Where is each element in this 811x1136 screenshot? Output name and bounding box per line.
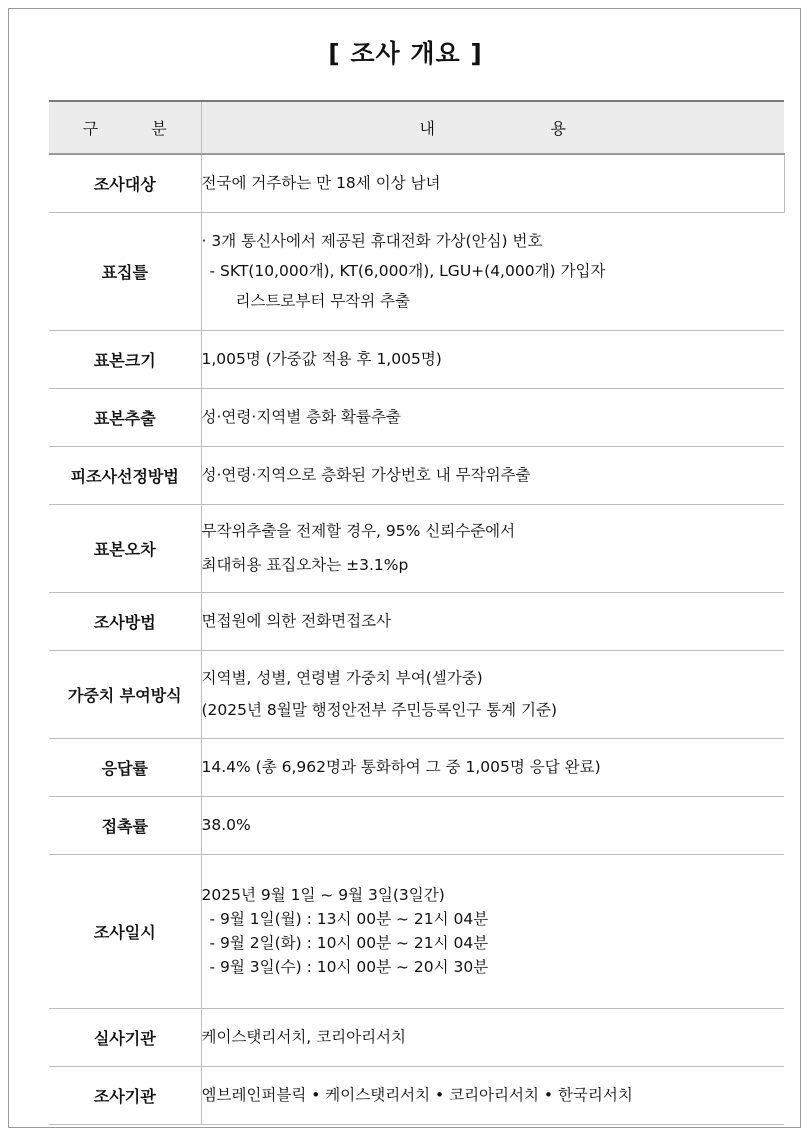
row-value: 성·연령·지역으로 층화된 가상번호 내 무작위추출 xyxy=(201,446,784,504)
row-value: 엠브레인퍼블릭 • 케이스탯리서치 • 코리아리서치 • 한국리서치 xyxy=(201,1066,784,1124)
table-row-sampling-error xyxy=(49,504,784,592)
row-label: 표집틀 xyxy=(49,212,201,330)
row-value: 14.4% (총 6,962명과 통화하여 그 중 1,005명 응답 완료) xyxy=(201,738,784,796)
row-value: 지역별, 성별, 연령별 가중치 부여(셀가중) (2025년 8월말 행정안전부 주민등록인구 통계 기준) xyxy=(201,650,784,738)
table-row-weighting xyxy=(49,650,784,738)
table-row-survey-method xyxy=(49,592,784,650)
header-content: 내 용 xyxy=(201,101,784,154)
table-row-response-rate xyxy=(49,738,784,796)
row-label: 조사방법 xyxy=(49,592,201,650)
row-value: 면접원에 의한 전화면접조사 xyxy=(201,592,784,650)
table-row-respondent-selection xyxy=(49,446,784,504)
row-label: 피조사선정방법 xyxy=(49,446,201,504)
row-label: 표본오차 xyxy=(49,504,201,592)
row-value: 1,005명 (가중값 적용 후 1,005명) xyxy=(201,330,784,388)
row-value: 2025년 9월 1일 ~ 9월 3일(3일간) - 9월 1일(월) : 13시 00분 ~ 21시 04분 - 9월 2일(화) : 10시 00분 ~ 21시 04분 - 9월 3일(수) : 10시 00분 ~ 20시 30분 xyxy=(201,854,784,1008)
table-row-survey-period xyxy=(49,854,784,1008)
row-value: 38.0% xyxy=(201,796,784,854)
row-label: 조사일시 xyxy=(49,854,201,1008)
row-value: 성·연령·지역별 층화 확률추출 xyxy=(201,388,784,446)
row-label: 조사기관 xyxy=(49,1066,201,1124)
row-label: 실사기관 xyxy=(49,1008,201,1066)
row-label: 표본추출 xyxy=(49,388,201,446)
row-label: 가중치 부여방식 xyxy=(49,650,201,738)
table-row-contact-rate xyxy=(49,796,784,854)
table-row-fieldwork-agency xyxy=(49,1008,784,1066)
header-category: 구 분 xyxy=(49,101,201,154)
row-label: 조사대상 xyxy=(49,154,201,212)
row-label: 표본크기 xyxy=(49,330,201,388)
page-title: [ 조사 개요 ] xyxy=(328,39,483,68)
table-row-sampling-frame xyxy=(49,212,784,330)
survey-overview-table xyxy=(49,100,785,1125)
row-label: 응답률 xyxy=(49,738,201,796)
row-value: 전국에 거주하는 만 18세 이상 남녀 xyxy=(201,154,784,212)
table-row-target xyxy=(49,154,784,212)
table-row-sample-size xyxy=(49,330,784,388)
table-row-survey-agency xyxy=(49,1066,784,1124)
table-header-row xyxy=(49,101,784,154)
row-value: 케이스탯리서치, 코리아리서치 xyxy=(201,1008,784,1066)
row-label: 접촉률 xyxy=(49,796,201,854)
row-value: 무작위추출을 전제할 경우, 95% 신뢰수준에서 최대허용 표집오차는 ±3.1%p xyxy=(201,504,784,592)
table-row-sample-extraction xyxy=(49,388,784,446)
row-value: · 3개 통신사에서 제공된 휴대전화 가상(안심) 번호 - SKT(10,000개), KT(6,000개), LGU+(4,000개) 가입자 리스트로부터 무작위 추출 xyxy=(201,212,784,330)
